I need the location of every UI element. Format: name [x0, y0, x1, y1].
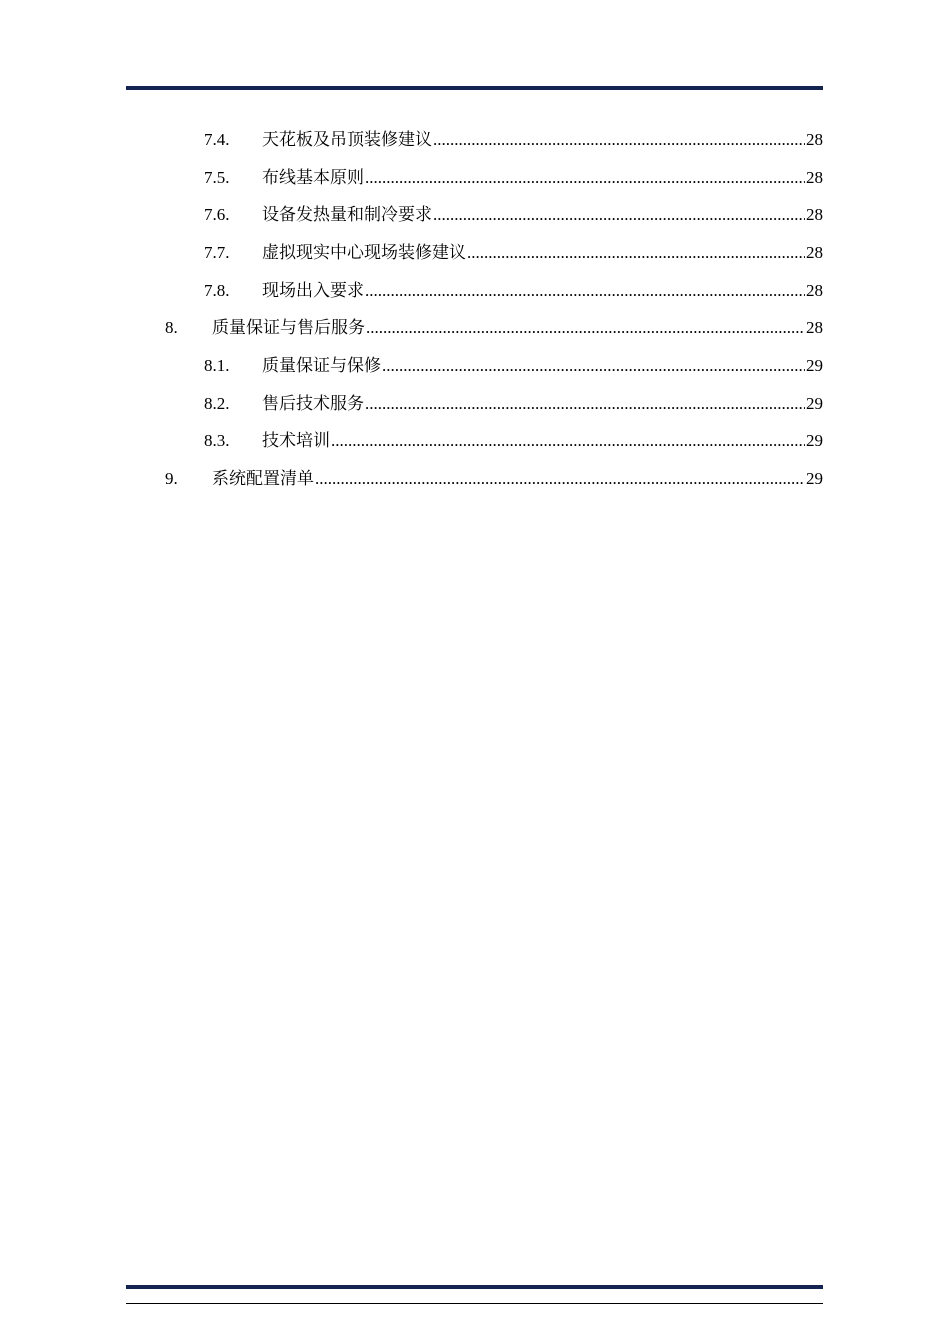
toc-entry-number: 8.3.: [204, 431, 230, 450]
toc-entry-page: 29: [806, 469, 823, 488]
toc-entry-page: 28: [806, 318, 823, 337]
toc-entry[interactable]: [204, 355, 823, 377]
toc-entry[interactable]: [165, 468, 823, 490]
header-rule: [126, 86, 823, 90]
toc-entry-page: 28: [806, 168, 823, 187]
toc-leader-dots: [331, 430, 805, 452]
toc-leader-dots: [467, 242, 805, 264]
toc-entry[interactable]: [204, 204, 823, 226]
toc-entry[interactable]: [204, 393, 823, 415]
toc-leader-dots: [315, 468, 805, 490]
toc-leader-dots: [365, 393, 805, 415]
toc-entry-number: 8.1.: [204, 356, 230, 375]
toc-entry-number: 7.5.: [204, 168, 230, 187]
toc-entry-title: 技术培训: [262, 431, 330, 450]
footer-rule-thin: [126, 1303, 823, 1304]
toc-entry-number: 7.7.: [204, 243, 230, 262]
toc-entry[interactable]: [204, 129, 823, 151]
toc-leader-dots: [382, 355, 805, 377]
toc-entry-number: 8.2.: [204, 394, 230, 413]
toc-entry[interactable]: [204, 280, 823, 302]
toc-entry-title: 质量保证与售后服务: [212, 318, 365, 337]
toc-entry-page: 29: [806, 431, 823, 450]
toc-leader-dots: [433, 204, 805, 226]
toc-entry-number: 7.6.: [204, 205, 230, 224]
toc-entry[interactable]: [165, 317, 823, 339]
toc-entry-number: 7.8.: [204, 281, 230, 300]
toc-entry-number: 9.: [165, 469, 178, 488]
toc-entry-title: 设备发热量和制冷要求: [262, 205, 432, 224]
toc-entry-page: 28: [806, 243, 823, 262]
toc-entry-page: 28: [806, 130, 823, 149]
toc-leader-dots: [366, 317, 805, 339]
toc-entry-page: 29: [806, 394, 823, 413]
toc-entry-title: 系统配置清单: [212, 469, 314, 488]
toc-entry-page: 28: [806, 281, 823, 300]
toc-leader-dots: [433, 129, 805, 151]
toc-entry[interactable]: [204, 430, 823, 452]
toc-entry-title: 售后技术服务: [262, 394, 364, 413]
toc-entry[interactable]: [204, 167, 823, 189]
toc-leader-dots: [365, 167, 805, 189]
toc-entry-title: 布线基本原则: [262, 168, 364, 187]
toc-entry-page: 29: [806, 356, 823, 375]
toc-entry-number: 7.4.: [204, 130, 230, 149]
toc-entry-title: 天花板及吊顶装修建议: [262, 130, 432, 149]
toc-entry[interactable]: [204, 242, 823, 264]
toc-entry-title: 现场出入要求: [262, 281, 364, 300]
toc-entry-title: 质量保证与保修: [262, 356, 381, 375]
toc-entry-title: 虚拟现实中心现场装修建议: [262, 243, 466, 262]
footer-rule-thick: [126, 1285, 823, 1289]
toc-entry-page: 28: [806, 205, 823, 224]
toc-leader-dots: [365, 280, 805, 302]
toc-entry-number: 8.: [165, 318, 178, 337]
